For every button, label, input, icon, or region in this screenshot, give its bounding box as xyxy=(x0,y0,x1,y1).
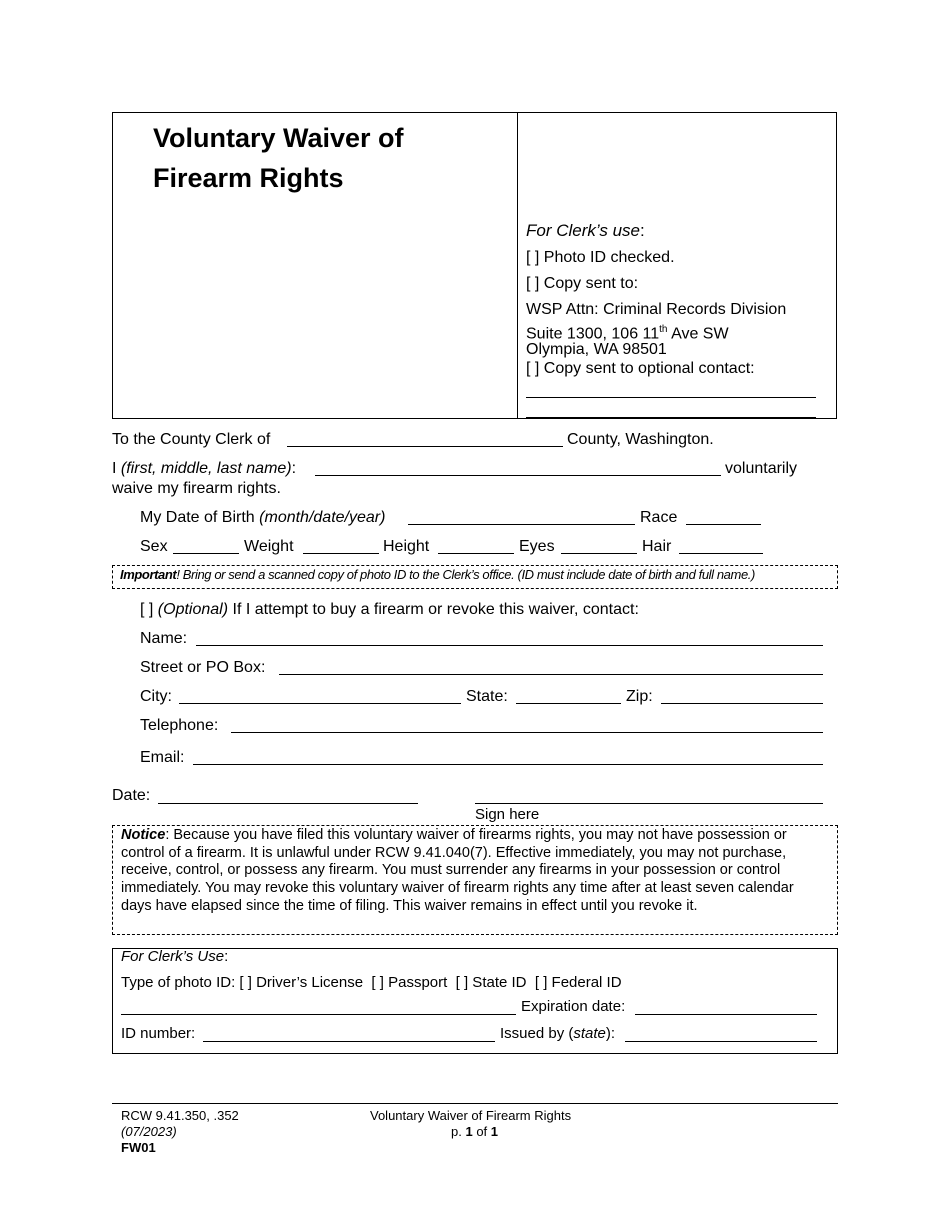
footer-form-code: FW01 xyxy=(121,1140,156,1155)
weight-field[interactable] xyxy=(303,553,379,554)
contact-city-field[interactable] xyxy=(179,703,461,704)
weight-label: Weight xyxy=(244,538,294,555)
footer-date: (07/2023) xyxy=(121,1124,177,1139)
contact-telephone-label: Telephone: xyxy=(140,717,219,734)
footer-title: Voluntary Waiver of Firearm Rights xyxy=(370,1108,572,1123)
sign-here-label: Sign here xyxy=(475,806,540,823)
optional-contact-row: [ ] (Optional) If I attempt to buy a firearm or revoke this waiver, contact: xyxy=(140,601,639,618)
id-number-label: ID number: xyxy=(121,1025,196,1042)
expiration-date-label: Expiration date: xyxy=(521,998,626,1015)
contact-street-label: Street or PO Box: xyxy=(140,659,266,676)
passport-option[interactable]: [ ] Passport xyxy=(371,974,448,991)
contact-name-field[interactable] xyxy=(196,645,823,646)
name-label: I (first, middle, last name): xyxy=(112,460,297,477)
eyes-label: Eyes xyxy=(519,538,555,555)
clerk-box-heading: For Clerk’s use: xyxy=(526,221,645,240)
height-label: Height xyxy=(383,538,430,555)
sex-label: Sex xyxy=(140,538,168,555)
wsp-address-line1: WSP Attn: Criminal Records Division xyxy=(526,301,787,318)
contact-state-field[interactable] xyxy=(516,703,621,704)
issued-by-label: Issued by (state): xyxy=(500,1025,616,1042)
federal-id-option[interactable]: [ ] Federal ID xyxy=(534,974,622,991)
header-divider xyxy=(517,112,518,419)
contact-email-field[interactable] xyxy=(193,764,823,765)
footer-page-number: p. 1 of 1 xyxy=(451,1124,499,1139)
contact-email-label: Email: xyxy=(140,749,185,766)
form-title: Voluntary Waiver of Firearm Rights xyxy=(153,123,404,193)
full-name-field[interactable] xyxy=(315,475,721,476)
optional-contact-line-2[interactable] xyxy=(526,417,816,418)
clerk-copy-sent: [ ] Copy sent to: xyxy=(526,275,639,292)
sex-field[interactable] xyxy=(173,553,239,554)
wsp-address-line2: Suite 1300, 106 11th Ave SW xyxy=(526,324,729,343)
optional-contact-checkbox[interactable]: [ ] xyxy=(140,601,154,618)
hair-label: Hair xyxy=(642,538,672,555)
waive-text: waive my firearm rights. xyxy=(112,480,281,497)
county-label: To the County Clerk of xyxy=(112,431,271,448)
photo-id-other-field[interactable] xyxy=(121,1014,516,1015)
drivers-license-option[interactable]: [ ] Driver’s License xyxy=(239,974,364,991)
race-field[interactable] xyxy=(686,524,761,525)
clerk-photo-id-checked: [ ] Photo ID checked. xyxy=(526,249,675,266)
photo-id-type-row xyxy=(121,974,622,992)
height-field[interactable] xyxy=(438,553,514,554)
contact-zip-field[interactable] xyxy=(661,703,823,704)
hair-field[interactable] xyxy=(679,553,763,554)
county-suffix: County, Washington. xyxy=(567,431,714,448)
contact-street-field[interactable] xyxy=(279,674,823,675)
issued-by-field[interactable] xyxy=(625,1041,817,1042)
contact-state-label: State: xyxy=(466,688,508,705)
dob-field[interactable] xyxy=(408,524,635,525)
important-notice-text: Important! Bring or send a scanned copy of photo ID to the Clerk’s office. (ID must include date of birth and full name.) xyxy=(120,567,755,582)
wsp-address-line3: Olympia, WA 98501 xyxy=(526,341,667,358)
optional-contact-line-1[interactable] xyxy=(526,397,816,398)
contact-city-label: City: xyxy=(140,688,172,705)
photo-id-type-label: Type of photo ID: xyxy=(121,974,236,991)
county-field[interactable] xyxy=(287,446,563,447)
clerk-use-heading: For Clerk’s Use: xyxy=(121,948,229,965)
id-number-field[interactable] xyxy=(203,1041,495,1042)
eyes-field[interactable] xyxy=(561,553,637,554)
footer-rule xyxy=(112,1103,838,1104)
voluntarily-text: voluntarily xyxy=(725,460,798,477)
state-id-option[interactable]: [ ] State ID xyxy=(455,974,527,991)
clerk-copy-optional-contact: [ ] Copy sent to optional contact: xyxy=(526,360,755,377)
race-label: Race xyxy=(640,509,678,526)
dob-label: My Date of Birth (month/date/year) xyxy=(140,509,386,526)
contact-zip-label: Zip: xyxy=(626,688,653,705)
signature-field[interactable] xyxy=(475,803,823,804)
contact-name-label: Name: xyxy=(140,630,188,647)
expiration-date-field[interactable] xyxy=(635,1014,817,1015)
date-label: Date: xyxy=(112,787,151,804)
contact-telephone-field[interactable] xyxy=(231,732,823,733)
date-field[interactable] xyxy=(158,803,418,804)
footer-rcw: RCW 9.41.350, .352 xyxy=(121,1108,239,1123)
notice-text: Notice: Because you have filed this voluntary waiver of firearms rights, you may not have possession or control of a firearm. It is unlawful under RCW 9.41.040(7). Effective immediately, you may not purchase, receive, control, or possess any firearm. You must surrender any firearms in your possession or control immediately. You may revoke this voluntary waiver of firearm rights any time after at least seven calendar days have elapsed since the time of filing. This waiver remains in effect until you revoke it. xyxy=(121,827,794,914)
